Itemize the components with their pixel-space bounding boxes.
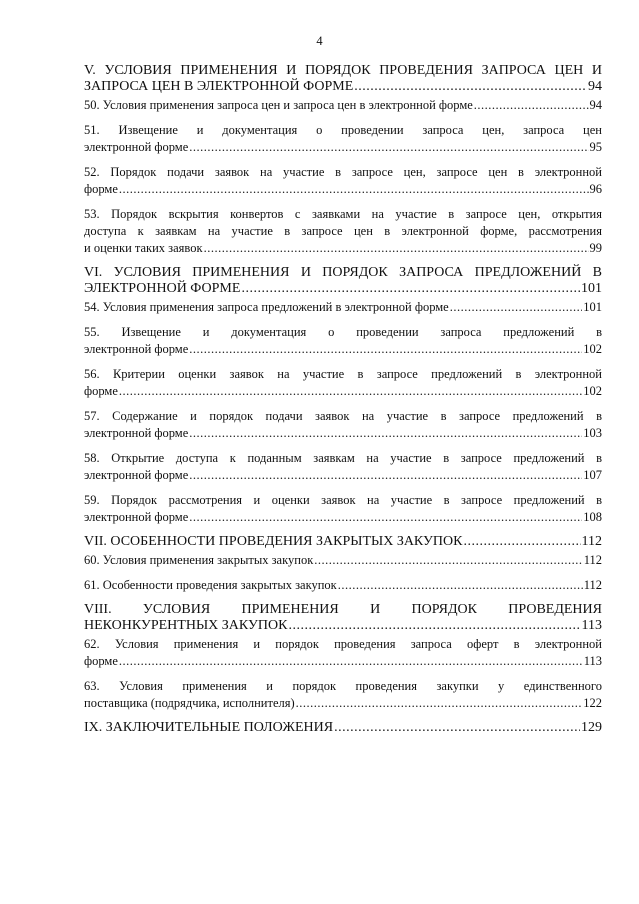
toc-entry-last-line [84, 425, 602, 442]
dot-leader [338, 577, 583, 594]
toc-entry-line: 52. Порядок подачи заявок на участие в запросе цен, запросе цен в электронной [84, 165, 602, 179]
toc-entry-line: VI. УСЛОВИЯ ПРИМЕНЕНИЯ И ПОРЯДОК ЗАПРОСА ПРЕДЛОЖЕНИЙ В [84, 265, 602, 280]
table-of-contents [84, 62, 602, 738]
toc-entry-line: 56. Критерии оценки заявок на участие в запросе предложений в электронной [84, 367, 602, 381]
toc-entry-line: 63. Условия применения и порядок проведения закупки у единственного [84, 679, 602, 693]
toc-item[interactable] [84, 164, 602, 198]
toc-entry-line: 53. Порядок вскрытия конвертов с заявками на участие в запросе цен, открытия [84, 207, 602, 221]
toc-entry-title: электронной форме [84, 342, 189, 356]
toc-page-number: 101 [581, 281, 602, 296]
toc-entry-title: ЭЛЕКТРОННОЙ ФОРМЕ [84, 281, 241, 296]
toc-item[interactable] [84, 636, 602, 670]
toc-entry-title: электронной форме [84, 140, 189, 154]
toc-entry-last-line [84, 653, 602, 670]
toc-page-number: 113 [583, 654, 602, 668]
dot-leader [189, 425, 582, 442]
dot-leader [204, 240, 589, 257]
dot-leader [314, 552, 582, 569]
dot-leader [119, 181, 589, 198]
toc-entry-title: 60. Условия применения закрытых закупок [84, 553, 314, 567]
dot-leader [354, 79, 587, 95]
toc-page-number: 122 [583, 696, 602, 710]
toc-item[interactable] [84, 122, 602, 156]
toc-entry-line: 59. Порядок рассмотрения и оценки заявок на участие в запросе предложений в [84, 493, 602, 507]
toc-item[interactable] [84, 206, 602, 257]
toc-entry-title: форме [84, 182, 118, 196]
toc-item[interactable] [84, 97, 602, 114]
toc-entry-line: V. УСЛОВИЯ ПРИМЕНЕНИЯ И ПОРЯДОК ПРОВЕДЕНИЯ ЗАПРОСА ЦЕН И [84, 63, 602, 78]
dot-leader [189, 341, 582, 358]
toc-page-number: 94 [588, 79, 602, 94]
toc-entry-title: и оценки таких заявок [84, 241, 203, 255]
dot-leader [474, 97, 589, 114]
toc-entry-last-line [84, 467, 602, 484]
dot-leader [189, 509, 582, 526]
dot-leader [450, 299, 583, 316]
dot-leader [189, 467, 582, 484]
toc-entry-title: поставщика (подрядчика, исполнителя) [84, 696, 295, 710]
toc-entry-title: НЕКОНКУРЕНТНЫХ ЗАКУПОК [84, 618, 288, 633]
toc-entry-last-line [84, 181, 602, 198]
toc-entry-title: 54. Условия применения запроса предложений в электронной форме [84, 300, 449, 314]
toc-page-number: 112 [583, 553, 602, 567]
toc-entry-last-line [84, 509, 602, 526]
toc-page-number: 102 [583, 342, 602, 356]
toc-entry-last-line [84, 720, 602, 736]
toc-page-number: 96 [589, 182, 602, 196]
toc-page-number: 107 [583, 468, 602, 482]
toc-entry-title: форме [84, 384, 118, 398]
toc-page-number: 101 [583, 300, 602, 314]
toc-entry-line: 55. Извещение и документация о проведении запроса предложений в [84, 325, 602, 339]
toc-entry-title: IX. ЗАКЛЮЧИТЕЛЬНЫЕ ПОЛОЖЕНИЯ [84, 720, 334, 735]
toc-entry-line: 51. Извещение и документация о проведении запроса цен, запроса цен [84, 123, 602, 137]
toc-item[interactable] [84, 366, 602, 400]
toc-entry-title: ЗАПРОСА ЦЕН В ЭЛЕКТРОННОЙ ФОРМЕ [84, 79, 354, 94]
toc-page-number: 99 [589, 241, 602, 255]
toc-entry-title: электронной форме [84, 510, 189, 524]
toc-entry-last-line [84, 299, 602, 316]
toc-entry-last-line [84, 79, 602, 95]
toc-page-number: 129 [581, 720, 602, 735]
toc-section[interactable] [84, 265, 602, 297]
toc-entry-last-line [84, 240, 602, 257]
toc-page-number: 113 [581, 618, 602, 633]
toc-entry-line: 58. Открытие доступа к поданным заявкам на участие в запросе предложений в [84, 451, 602, 465]
toc-section[interactable] [84, 720, 602, 736]
toc-page-number: 102 [583, 384, 602, 398]
toc-page-number: 103 [583, 426, 602, 440]
toc-entry-title: VII. ОСОБЕННОСТИ ПРОВЕДЕНИЯ ЗАКРЫТЫХ ЗАКУПОК [84, 534, 463, 549]
toc-entry-last-line [84, 534, 602, 550]
toc-page-number: 95 [589, 140, 602, 154]
toc-item[interactable] [84, 678, 602, 712]
toc-entry-last-line [84, 139, 602, 156]
page-number: 4 [316, 34, 323, 48]
toc-entry-last-line [84, 383, 602, 400]
toc-page-number: 94 [589, 98, 602, 112]
dot-leader [296, 695, 583, 712]
toc-entry-last-line [84, 695, 602, 712]
toc-entry-line: 57. Содержание и порядок подачи заявок на участие в запросе предложений в [84, 409, 602, 423]
dot-leader [119, 383, 582, 400]
toc-entry-last-line [84, 577, 602, 594]
toc-entry-last-line [84, 341, 602, 358]
toc-section[interactable] [84, 602, 602, 634]
toc-page-number: 108 [583, 510, 602, 524]
toc-section[interactable] [84, 534, 602, 550]
toc-item[interactable] [84, 299, 602, 316]
dot-leader [189, 139, 588, 156]
dot-leader [463, 534, 580, 550]
toc-item[interactable] [84, 492, 602, 526]
toc-item[interactable] [84, 552, 602, 569]
toc-item[interactable] [84, 577, 602, 594]
toc-entry-last-line [84, 281, 602, 297]
toc-entry-title: электронной форме [84, 468, 189, 482]
toc-item[interactable] [84, 324, 602, 358]
toc-item[interactable] [84, 450, 602, 484]
toc-entry-last-line [84, 552, 602, 569]
toc-entry-line: VIII. УСЛОВИЯ ПРИМЕНЕНИЯ И ПОРЯДОК ПРОВЕДЕНИЯ [84, 602, 602, 617]
toc-section[interactable] [84, 63, 602, 95]
dot-leader [241, 281, 580, 297]
toc-entry-line: доступа к заявкам на участие в запросе цен в электронной форме, рассмотрения [84, 224, 602, 238]
dot-leader [334, 720, 580, 736]
toc-entry-line: 62. Условия применения и порядок проведения запроса оферт в электронной [84, 637, 602, 651]
toc-entry-last-line [84, 618, 602, 634]
toc-entry-title: электронной форме [84, 426, 189, 440]
toc-page-number: 112 [583, 578, 602, 592]
toc-page-number: 112 [581, 534, 602, 549]
toc-item[interactable] [84, 408, 602, 442]
toc-entry-title: 61. Особенности проведения закрытых закупок [84, 578, 337, 592]
toc-entry-title: форме [84, 654, 118, 668]
toc-entry-title: 50. Условия применения запроса цен и запроса цен в электронной форме [84, 98, 473, 112]
toc-entry-last-line [84, 97, 602, 114]
dot-leader [288, 618, 580, 634]
dot-leader [119, 653, 583, 670]
